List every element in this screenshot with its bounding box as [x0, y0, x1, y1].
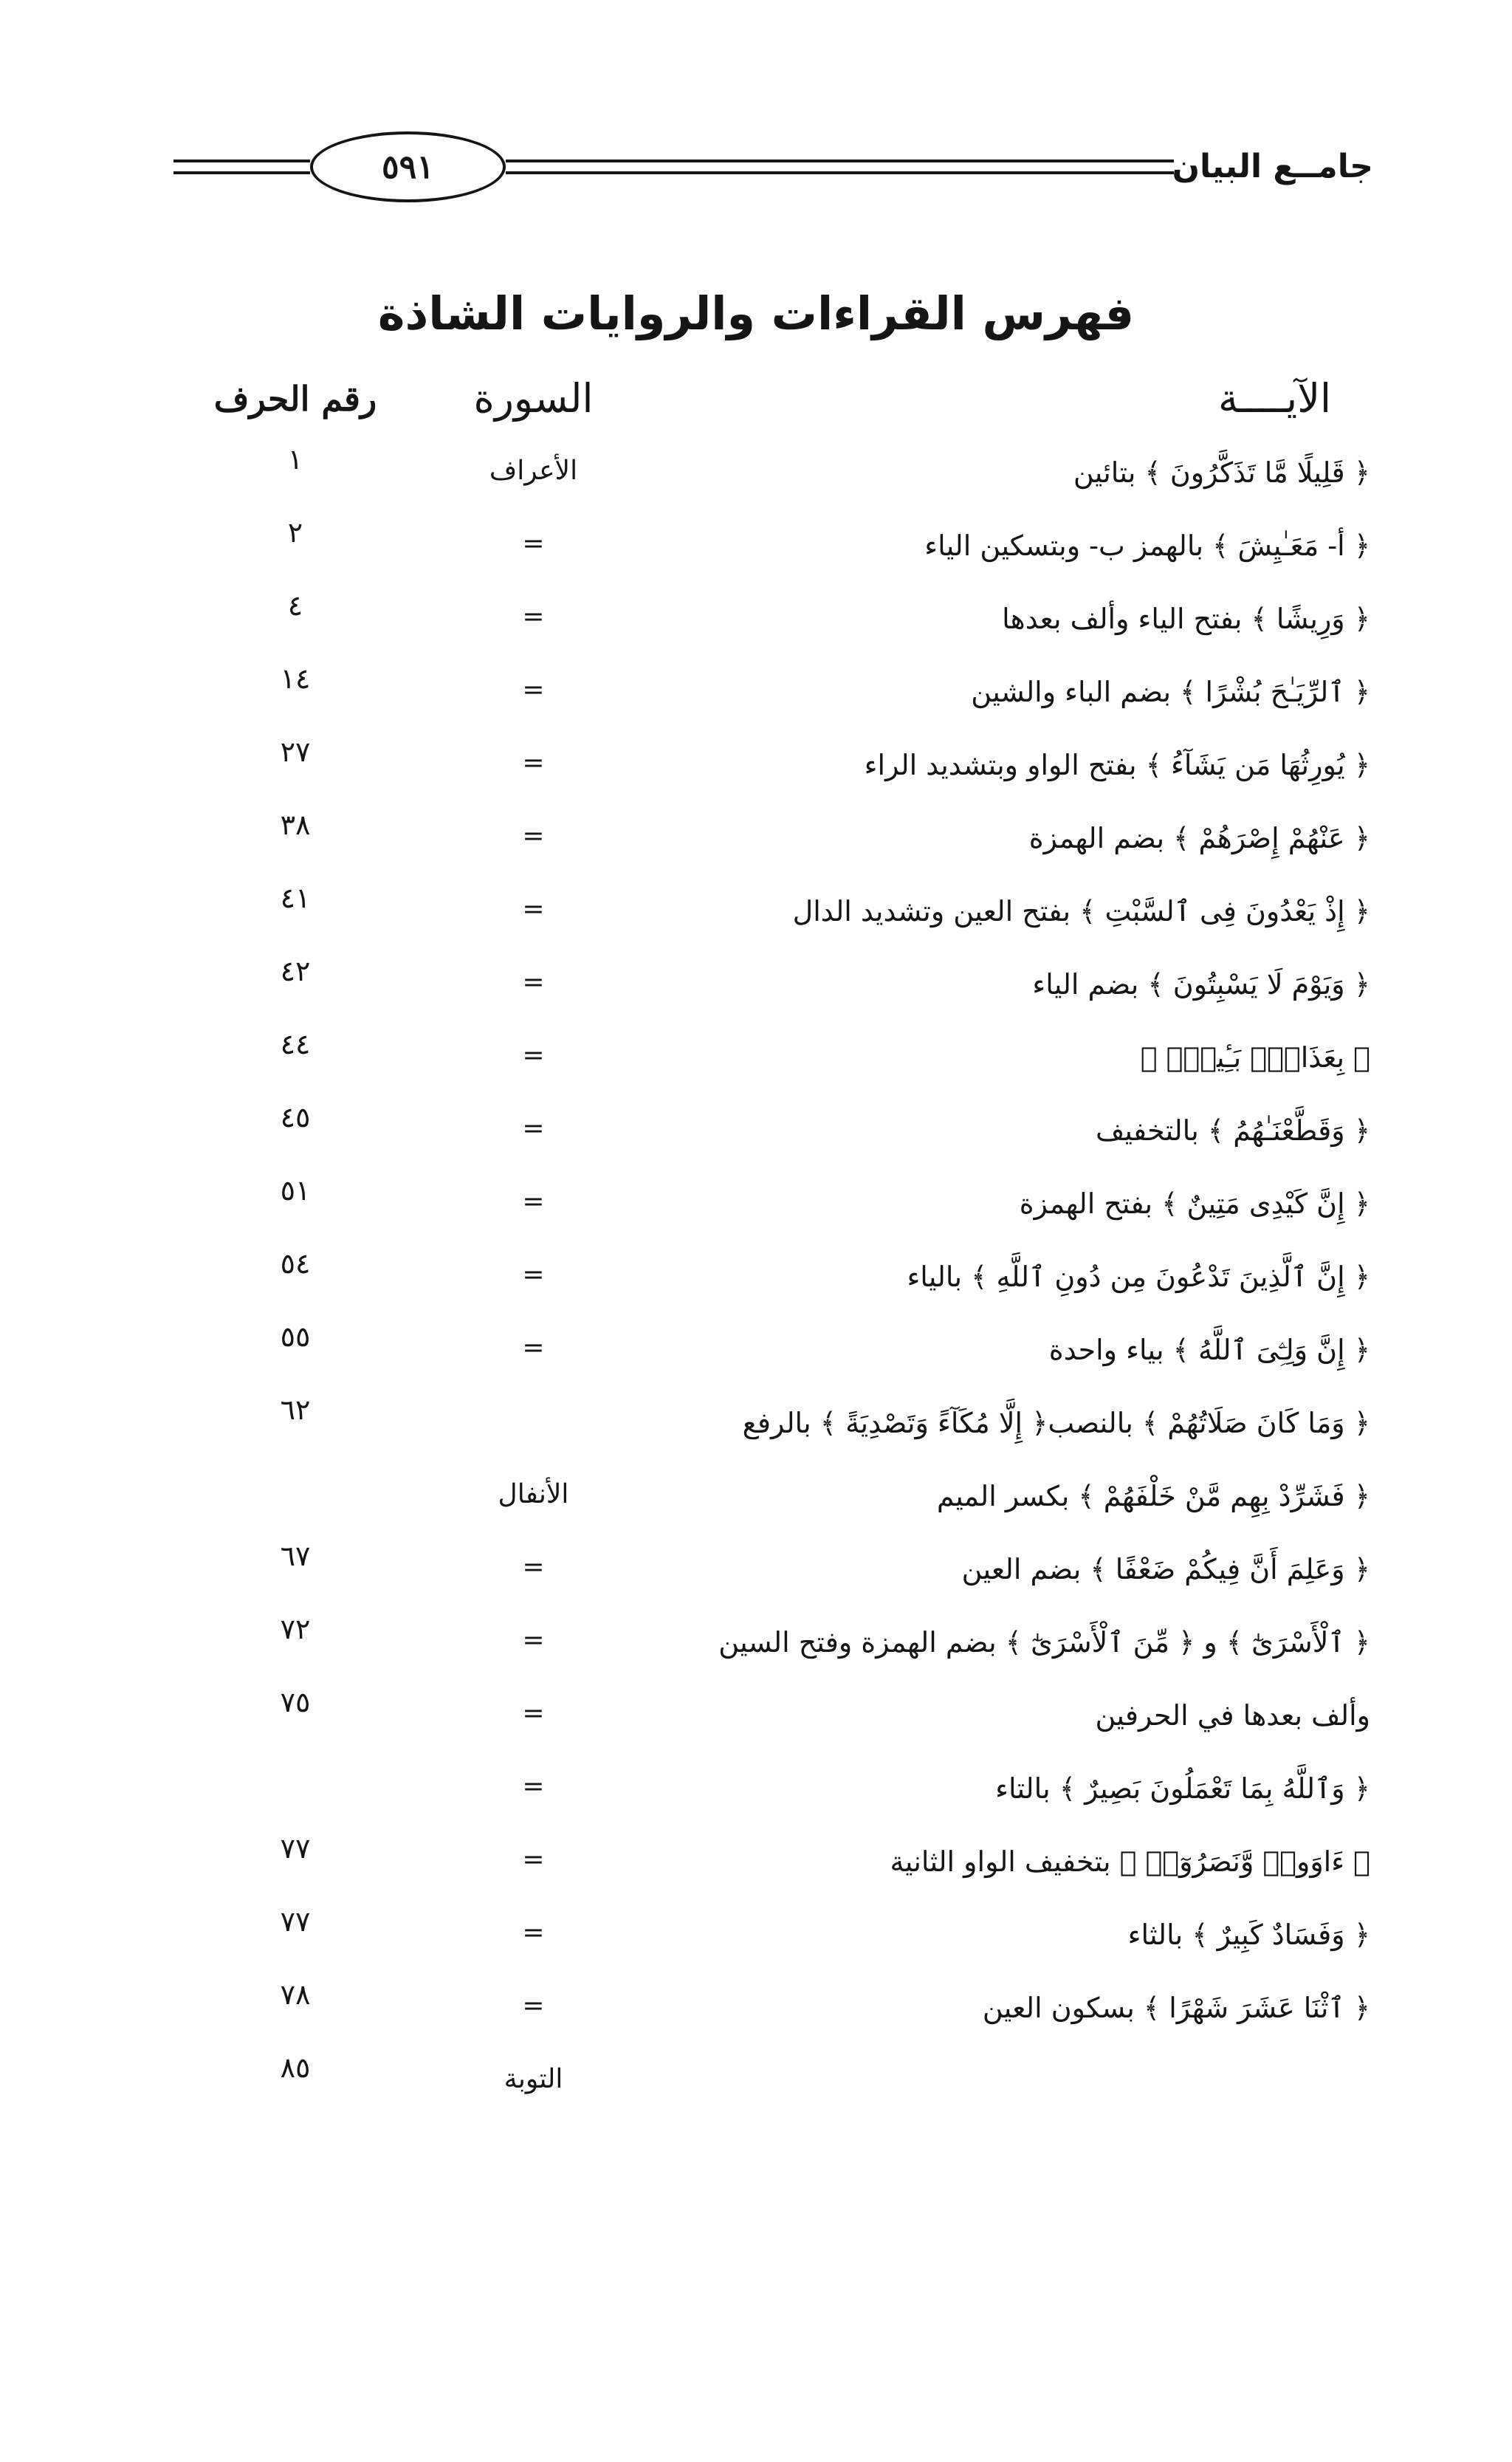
surah-cell: = — [522, 1845, 545, 1875]
header-rule — [506, 160, 1174, 174]
letter-number-cell: ٨٥ — [280, 2051, 311, 2084]
table-row — [0, 1101, 1512, 1174]
header-rule — [173, 160, 310, 174]
table-row — [0, 1905, 1512, 1978]
surah-cell: = — [522, 748, 545, 778]
surah-cell: الأعراف — [489, 456, 578, 486]
verse-cell: وألف بعدها في الحرفين — [1095, 1699, 1370, 1732]
verse-cell: ﴿ وَعَلِمَ أَنَّ فِيكُمْ ضَعْفًا ﴾ بضم العين — [961, 1553, 1370, 1585]
verse-cell: ﴿ إِنَّ وَلِـِّۧىَ ٱللَّهُ ﴾ بياء واحدة — [1048, 1334, 1370, 1366]
surah-cell: = — [522, 1552, 545, 1583]
table-row — [0, 882, 1512, 955]
surah-cell: = — [522, 1772, 545, 1802]
table-row — [0, 662, 1512, 735]
book-title: جامــع البيان — [1172, 148, 1373, 185]
table-row — [0, 2051, 1512, 2125]
surah-cell: = — [522, 1918, 545, 1948]
table-row — [0, 809, 1512, 882]
verse-cell: ﴿ ٱلرِّيَـٰحَ بُشْرًا ﴾ بضم الباء والشين — [971, 676, 1370, 708]
surah-cell: = — [522, 1260, 545, 1290]
table-row — [0, 1467, 1512, 1540]
table-row — [0, 1247, 1512, 1320]
letter-number-cell: ١ — [287, 443, 303, 476]
surah-cell: = — [522, 967, 545, 998]
surah-cell: = — [522, 1333, 545, 1363]
table-row — [0, 1613, 1512, 1686]
table-row — [0, 735, 1512, 809]
surah-cell: = — [522, 529, 545, 559]
surah-cell: = — [522, 1991, 545, 2021]
verse-cell: ﴿ ءَاوَوا۟ وَّنَصَرُوٓا۟ ﴾ بتخفيف الواو الثانية — [890, 1845, 1370, 1878]
letter-number-cell: ٤٤ — [280, 1028, 311, 1060]
table-row — [0, 1028, 1512, 1101]
verse-cell: ﴿ ٱثْنَا عَشَرَ شَهْرًا ﴾ بسكون العين — [982, 1992, 1370, 2024]
surah-cell: = — [522, 1698, 545, 1729]
table-row — [0, 1320, 1512, 1393]
table-row — [0, 1686, 1512, 1759]
surah-cell: = — [522, 821, 545, 851]
table-row — [0, 1759, 1512, 1832]
table-row — [0, 1393, 1512, 1467]
verse-cell: ﴿ إِنَّ كَيْدِى مَتِينٌ ﴾ بفتح الهمزة — [1019, 1187, 1370, 1220]
letter-number-cell: ٤ — [287, 589, 303, 622]
table-row — [0, 1832, 1512, 1905]
letter-number-cell: ٤٢ — [280, 955, 311, 987]
letter-number-cell: ٦٢ — [280, 1393, 311, 1426]
verse-cell: ﴿ بِعَذَابٍۭ بَـِٔيسٍۭ ﴾ — [1140, 1041, 1370, 1074]
table-row — [0, 955, 1512, 1028]
letter-number-cell: ١٤ — [280, 662, 311, 695]
surah-cell: = — [522, 1625, 545, 1656]
letter-number-cell: ٥٥ — [280, 1320, 311, 1353]
verse-cell: ﴿ وَمَا كَانَ صَلَاتُهُمْ ﴾ بالنصب﴿ إِلَّا مُكَآءً وَتَصْدِيَةً ﴾ بالرفع — [742, 1407, 1370, 1439]
page-number-text: ٥٩١ — [382, 148, 434, 186]
letter-number-cell: ٧٨ — [280, 1978, 311, 2011]
letter-number-cell: ٧٧ — [280, 1832, 311, 1865]
table-row — [0, 1174, 1512, 1247]
verse-cell: ﴿ وَفَسَادٌ كَبِيرٌ ﴾ بالثاء — [1127, 1918, 1370, 1951]
surah-cell: = — [522, 1187, 545, 1217]
letter-number-cell: ٤٥ — [280, 1101, 311, 1134]
surah-cell: الأنفال — [498, 1479, 569, 1509]
letter-number-cell: ٦٧ — [280, 1540, 311, 1572]
table-row — [0, 1978, 1512, 2051]
index-title: فهرس القراءات والروايات الشاذة — [377, 287, 1135, 340]
verse-cell: ﴿ فَشَرِّدْ بِهِم مَّنْ خَلْفَهُمْ ﴾ بكسر الميم — [936, 1480, 1370, 1512]
surah-cell: = — [522, 602, 545, 632]
verse-cell: ﴿ وَقَطَّعْنَـٰهُمُ ﴾ بالتخفيف — [1096, 1114, 1370, 1147]
surah-cell: = — [522, 1040, 545, 1071]
letter-number-cell: ٤١ — [280, 882, 311, 914]
table-row — [0, 589, 1512, 662]
running-header — [173, 131, 1373, 213]
verse-cell: ﴿ إِنَّ ٱلَّذِينَ تَدْعُونَ مِن دُونِ ٱللَّهِ ﴾ بالياء — [907, 1261, 1370, 1293]
letter-number-cell: ٣٨ — [280, 809, 311, 841]
index-table — [0, 443, 1512, 2125]
verse-cell: ﴿ وَيَوْمَ لَا يَسْبِتُونَ ﴾ بضم الياء — [1032, 968, 1370, 1001]
letter-number-cell: ٢ — [287, 516, 303, 549]
letter-number-cell: ٢٧ — [280, 735, 311, 768]
letter-number-cell: ٥٤ — [280, 1247, 311, 1280]
column-header-verse: الآيــــة — [1217, 375, 1331, 422]
verse-cell: ﴿ وَٱللَّهُ بِمَا تَعْمَلُونَ بَصِيرٌ ﴾ بالتاء — [995, 1772, 1370, 1805]
letter-number-cell: ٥١ — [280, 1174, 311, 1207]
letter-number-cell: ٧٥ — [280, 1686, 311, 1718]
verse-cell: ﴿ عَنْهُمْ إِصْرَهُمْ ﴾ بضم الهمزة — [1028, 822, 1370, 854]
table-row — [0, 443, 1512, 516]
verse-cell: ﴿ إِذْ يَعْدُونَ فِى ٱلسَّبْتِ ﴾ بفتح العين وتشديد الدال — [792, 895, 1370, 927]
verse-cell: ﴿ أ- مَعَـٰيِشَ ﴾ بالهمز ب- وبتسكين الياء — [924, 529, 1370, 562]
letter-number-cell: ٧٧ — [280, 1905, 311, 1938]
page-number — [310, 131, 506, 202]
column-header-surah: السورة — [473, 375, 594, 422]
surah-cell: = — [522, 1114, 545, 1144]
verse-cell: ﴿ وَرِيشًا ﴾ بفتح الياء وألف بعدها — [1002, 603, 1370, 635]
table-row — [0, 1540, 1512, 1613]
verse-cell: ﴿ يُورِثُهَا مَن يَشَآءُ ﴾ بفتح الواو وبتشديد الراء — [864, 749, 1370, 781]
verse-cell: ﴿ ٱلْأَسْرَىٰٓ ﴾ و ﴿ مِّنَ ٱلْأَسْرَىٰٓ ﴾ بضم الهمزة وفتح السين — [718, 1626, 1370, 1659]
letter-number-cell: ٧٢ — [280, 1613, 311, 1645]
table-row — [0, 516, 1512, 589]
surah-cell: = — [522, 675, 545, 705]
verse-cell: ﴿ قَلِيلًا مَّا تَذَكَّرُونَ ﴾ بتائين — [1073, 456, 1370, 489]
column-header-letter-number: رقم الحرف — [213, 379, 377, 419]
surah-cell: = — [522, 894, 545, 925]
surah-cell: التوبة — [504, 2064, 563, 2094]
